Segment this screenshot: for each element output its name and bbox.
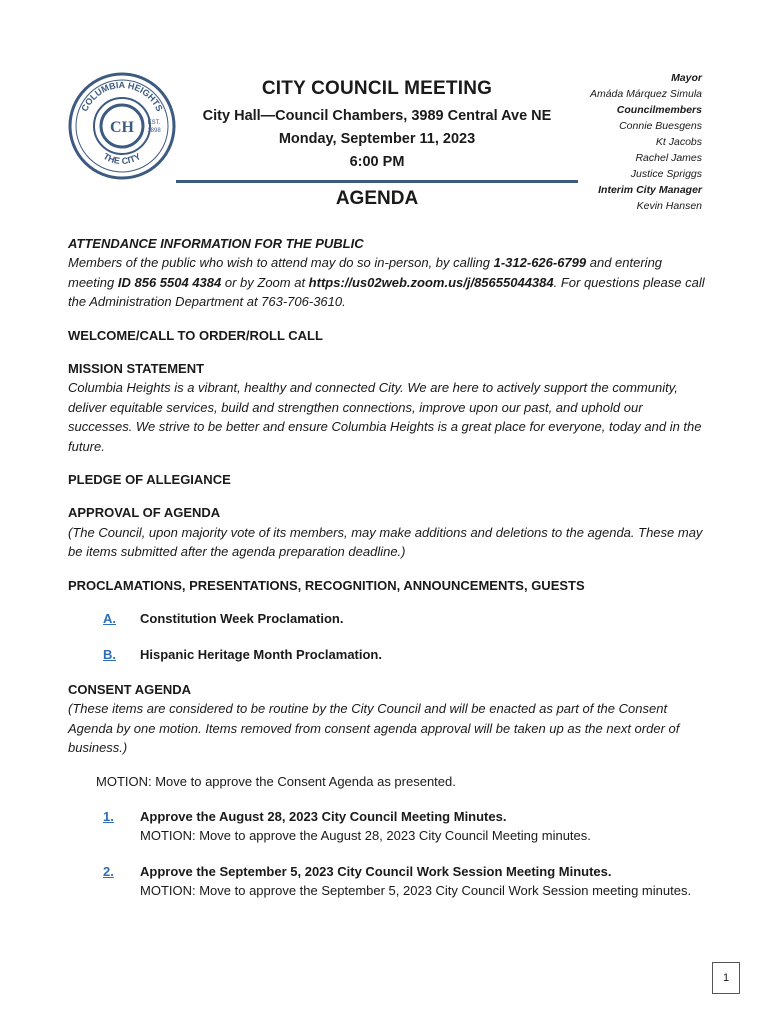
seal-est: EST. — [147, 120, 161, 126]
item-motion: MOTION: Move to approve the August 28, 2023 City Council Meeting minutes. — [140, 828, 591, 844]
item-link[interactable]: B. — [103, 646, 116, 662]
item-title: Hispanic Heritage Month Proclamation. — [140, 646, 382, 662]
councilmember-name: Justice Spriggs — [630, 168, 702, 180]
item-link[interactable]: 1. — [103, 808, 114, 824]
item-title: Constitution Week Proclamation. — [140, 611, 344, 627]
pledge-heading: PLEDGE OF ALLEGIANCE — [68, 472, 231, 488]
consent-motion: MOTION: Move to approve the Consent Agenda as presented. — [96, 773, 456, 789]
list-item — [68, 862, 708, 901]
zoom-link[interactable]: https://us02web.zoom.us/j/85655044384 — [308, 274, 554, 290]
mayor-role: Mayor — [671, 72, 702, 84]
mission-text: Columbia Heights is a vibrant, healthy and connected City. We are here to actively support the community, deliver equitable services, build and strengthen connections, improve upon our past, and uphold our successes. We strive to be better and ensure Columbia Heights is a great place for everyone, today and in the future. — [68, 380, 702, 454]
item-link[interactable]: A. — [103, 611, 116, 627]
officials-list — [590, 70, 702, 214]
phone-number: 1-312-626-6799 — [493, 255, 587, 271]
seal-ring-bottom: THE CITY — [101, 151, 143, 167]
item-title: Approve the September 5, 2023 City Council Work Session Meeting Minutes. — [140, 863, 612, 879]
manager-role: Interim City Manager — [598, 184, 702, 196]
meeting-header — [176, 78, 578, 177]
seal-year: 1898 — [147, 128, 161, 134]
meeting-id: ID 856 5504 4384 — [117, 274, 222, 290]
meeting-location: City Hall—Council Chambers, 3989 Central Ave NE — [202, 108, 552, 124]
mayor-name: Amáda Márquez Simula — [589, 88, 702, 100]
consent-section — [68, 680, 708, 758]
councilmember-name: Kt Jacobs — [655, 136, 702, 148]
agenda-title: AGENDA — [335, 188, 419, 209]
page-number: 1 — [712, 962, 740, 994]
item-motion: MOTION: Move to approve the September 5, 2023 City Council Work Session meeting minutes. — [140, 883, 692, 899]
councilmember-name: Connie Buesgens — [619, 120, 702, 132]
consent-text: (These items are considered to be routine by the City Council and will be enacted as part of the Consent Agenda by one motion. Items removed from consent agenda approval will be taken up as the next order of business.) — [68, 701, 680, 756]
attendance-heading: ATTENDANCE INFORMATION FOR THE PUBLIC — [68, 236, 364, 251]
mission-heading: MISSION STATEMENT — [68, 361, 205, 377]
seal-monogram: CH — [110, 119, 134, 136]
list-item — [68, 609, 708, 628]
meeting-title: CITY COUNCIL MEETING — [261, 78, 493, 99]
list-item — [68, 645, 708, 664]
consent-heading: CONSENT AGENDA — [68, 681, 192, 697]
meeting-date: Monday, September 11, 2023 — [278, 131, 476, 147]
seal-ring-top: COLUMBIA HEIGHTS — [79, 79, 165, 113]
meeting-time: 6:00 PM — [349, 154, 405, 170]
approval-text: (The Council, upon majority vote of its members, may make additions and deletions to the agenda. These may be items submitted after the agenda preparation deadline.) — [68, 524, 703, 560]
attendance-section — [68, 234, 708, 312]
approval-section — [68, 503, 708, 561]
councilmember-name: Rachel James — [635, 152, 702, 164]
city-seal-logo — [68, 72, 176, 180]
council-role: Councilmembers — [616, 104, 702, 116]
proclamations-heading: PROCLAMATIONS, PRESENTATIONS, RECOGNITION, ANNOUNCEMENTS, GUESTS — [68, 577, 585, 593]
mission-section — [68, 359, 708, 456]
approval-heading: APPROVAL OF AGENDA — [68, 505, 221, 521]
item-title: Approve the August 28, 2023 City Council Meeting Minutes. — [140, 808, 507, 824]
item-link[interactable]: 2. — [103, 863, 114, 879]
agenda-body — [68, 234, 708, 917]
welcome-heading: WELCOME/CALL TO ORDER/ROLL CALL — [68, 327, 323, 343]
manager-name: Kevin Hansen — [636, 200, 702, 212]
header-divider — [176, 180, 578, 183]
list-item — [68, 807, 708, 846]
attendance-text: Members of the public who wish to attend may do so in-person, by calling 1-312-626-6799 and entering meeting ID 856 5504 4384 or by Zoom at https://us02web.zoom.us/j/85655044384. For questions please call the Administration Department at 763-706-3610. — [68, 255, 705, 310]
